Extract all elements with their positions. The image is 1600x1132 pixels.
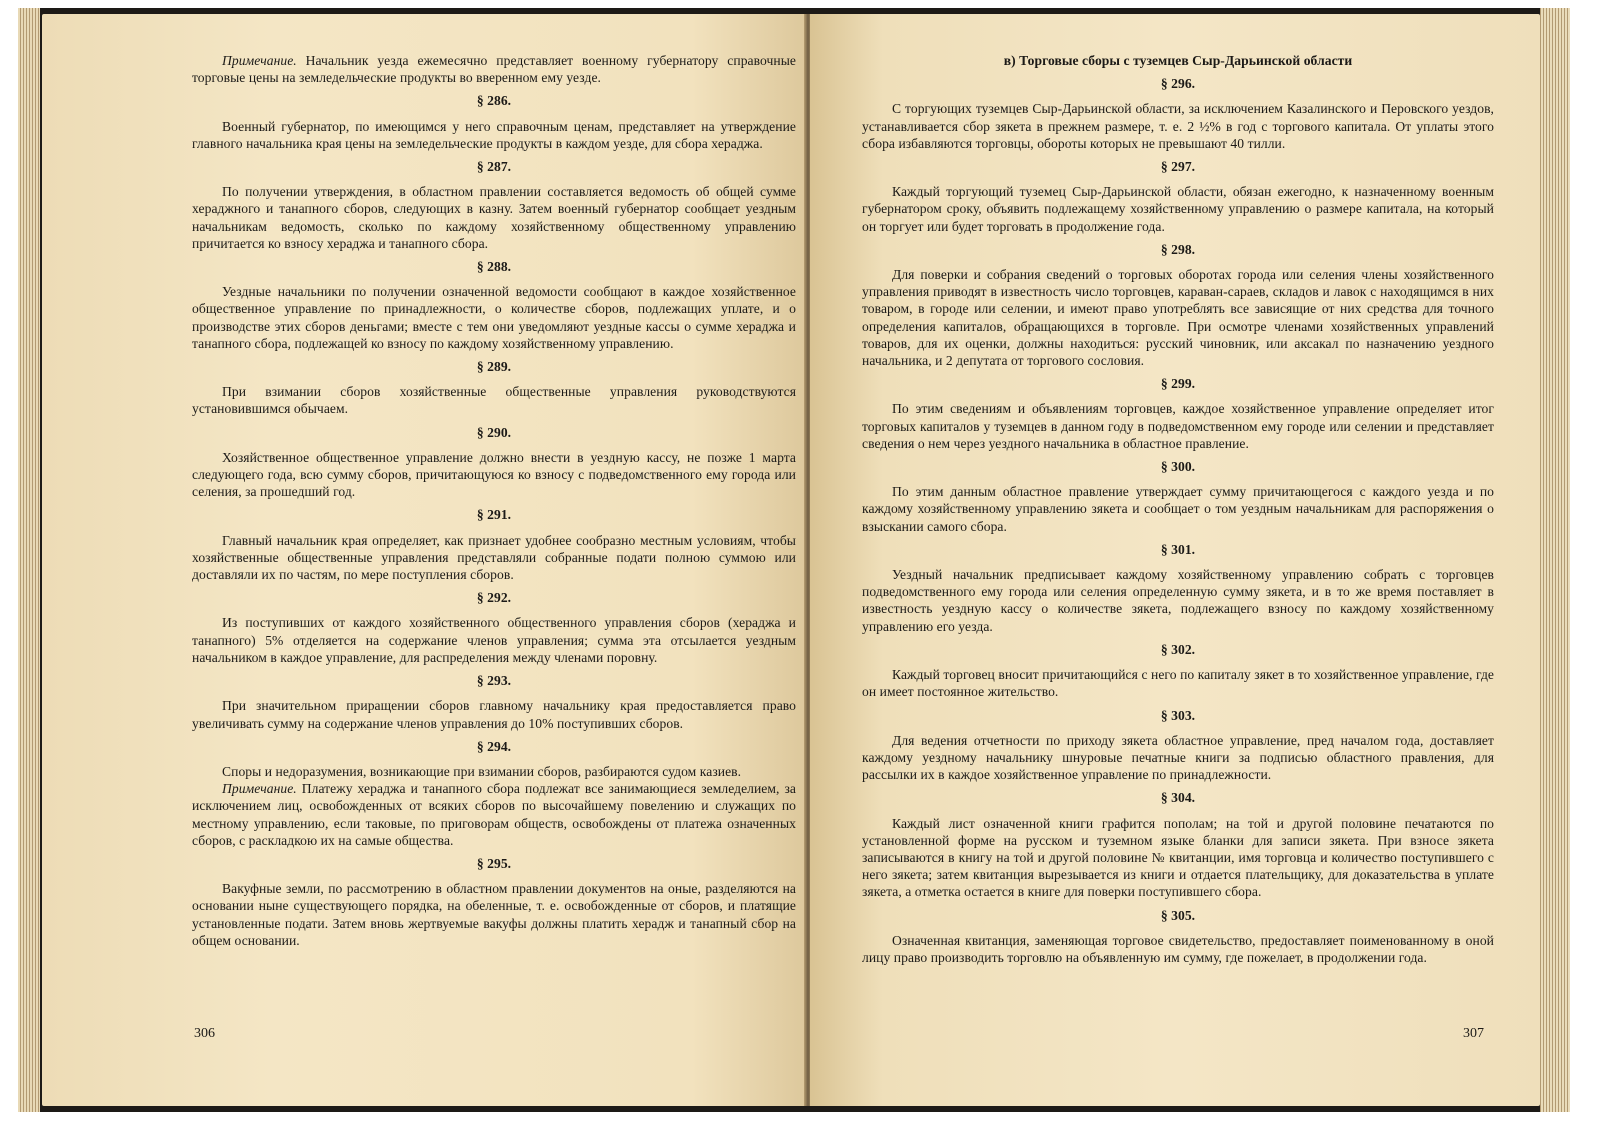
- section-number: § 289.: [476, 359, 512, 375]
- paragraph: Вакуфные земли, по рассмотрению в областном правлении документов на оные, разделяются на основании ныне существующего порядка, на обеленные, т. е. освобожденные от сборов, и платящие установленные подати. Затем вновь жертвуемые вакуфы должны платить херадж и танапный сбор на общем основании.: [192, 881, 796, 948]
- section-number: § 290.: [476, 424, 512, 440]
- section-number: § 288.: [476, 259, 512, 275]
- paragraph: С торгующих туземцев Сыр-Дарьинской области, за исключением Казалинского и Перовского уездов, устанавливается сбор зякета в прежнем размере, т. е. 2 ½% в год с торгового капитала. От уплаты этого сбора избавляются торговцы, обороты которых не превышают 40 тилли.: [862, 101, 1494, 151]
- paragraph: Споры и недоразумения, возникающие при взимании сборов, разбираются судом казиев.: [222, 763, 742, 779]
- section-number: § 296.: [1160, 76, 1196, 92]
- section-number: § 305.: [1160, 907, 1196, 923]
- section-number: § 286.: [476, 93, 512, 109]
- paragraph: Каждый лист означенной книги графится пополам; на той и другой половине печатаются по установленной форме на русском и туземном языке бланки для записи зякета. При взносе зякета записываются в книгу на той и другой половине № квитанции, имя торговца и количество поступившего с него зякета; затем квитанция вырезывается из книги и отдается плательщику, для доказательства в уплате зякета, а отметка остается в книге для поверки поступившего сбора.: [862, 815, 1494, 900]
- page-edges-left: [18, 8, 40, 1112]
- section-heading: в) Торговые сборы с туземцев Сыр-Дарьинской области: [1003, 53, 1353, 68]
- page-number-right: 307: [1463, 1026, 1484, 1041]
- note-text: Начальник уезда ежемесячно представляет военному губернатору справочные торговые цены на земледельческие продукты во вверенном ему уезде.: [192, 53, 796, 86]
- paragraph: Для поверки и собрания сведений о торговых оборотах города или селения члены хозяйственного управления приводят в известность число торговцев, караван-сараев, складов и лавок с находящимся в них товаром, в городе или селении, и имеют право употреблять все зависящие от них средства для точного определения капиталов, обращающихся в торговле. При осмотре членами хозяйственных управлений товаров, для их оценки, должны находиться: русский чиновник, или аксакал по назначению уездного начальника, и 2 депутата от торгового сословия.: [862, 267, 1494, 369]
- paragraph: Для ведения отчетности по приходу зякета областное управление, пред началом года, доставляет каждому уездному начальнику шнуровые печатные книги за подписью областного правления, для рассылки их в каждое хозяйственное управление по принадлежности.: [862, 732, 1494, 783]
- section-number: § 300.: [1160, 459, 1196, 475]
- paragraph: По этим сведениям и объявлениям торговцев, каждое хозяйственное управление определяет итог торговых капиталов у туземцев в данном году в подведомственном ему городе или селении и представляет сведения о нем через уездного начальника в областное правление.: [862, 401, 1494, 451]
- section-number: § 287.: [476, 159, 512, 175]
- right-page-text: [862, 52, 1494, 966]
- section-number: § 293.: [476, 673, 512, 689]
- paragraph: Уездный начальник предписывает каждому хозяйственному управлению собрать с торговцев подведомственного ему города или селения определенную сумму зякета, и в то же время поставляет в известность уездную кассу о количестве зякета, подлежащего взносу по каждому хозяйственному управлению его уезда.: [862, 567, 1494, 634]
- paragraph: Уездные начальники по получении означенной ведомости сообщают в каждое хозяйственное общественное управление по принадлежности, о количестве сборов, подлежащих уплате, и о производстве этих сборов деньгами; вместе с тем они уведомляют уездные кассы о сумме хераджа и танапного сбора, подлежащей ко взносу по каждому хозяйственному управлению.: [192, 284, 796, 351]
- section-number: § 299.: [1160, 376, 1196, 392]
- note-label: Примечание.: [222, 781, 297, 797]
- paragraph: Главный начальник края определяет, как признает удобнее сообразно местным условиям, чтобы хозяйственные общественные управления представляли собранные подати полною суммою или доставляли их по частям, по мере поступления сборов.: [192, 532, 796, 583]
- paragraph: При взимании сборов хозяйственные общественные управления руководствуются установившимся обычаем.: [192, 384, 796, 417]
- left-page-text: [192, 52, 796, 949]
- right-page: [810, 14, 1540, 1106]
- note-paragraph: [192, 52, 796, 86]
- section-number: § 297.: [1160, 159, 1196, 175]
- note-label: Примечание.: [222, 53, 297, 68]
- section-number: § 292.: [476, 590, 512, 606]
- paragraph: По получении утверждения, в областном правлении составляется ведомость об общей сумме хераджного и танапного сборов, следующих в казну. Затем военный губернатор сообщает уездным начальникам ведомость, сколько по каждому хозяйственному общественному управлению причитается ко взносу хераджа и танапного сбора.: [192, 184, 796, 251]
- paragraph: По этим данным областное правление утверждает сумму причитающегося с каждого уезда и по каждому хозяйственному управлению зякета и сообщает о том уездным начальникам для распоряжения о взыскании самого сбора.: [862, 484, 1494, 534]
- paragraph: Каждый торговец вносит причитающийся с него по капиталу зякет в то хозяйственное управление, где он имеет постоянное жительство.: [862, 667, 1494, 700]
- paragraph: Хозяйственное общественное управление должно внести в уездную кассу, не позже 1 марта следующего года, всю сумму сборов, причитающуюся ко взносу с подведомственного ему города или селения, за прошедший год.: [192, 449, 796, 500]
- section-number: § 298.: [1160, 241, 1196, 257]
- section-number: § 295.: [476, 855, 512, 871]
- note-text: Платежу хераджа и танапного сбора подлежат все занимающиеся земледелием, за исключением лиц, освобожденных от всяких сборов по высочайшему повелению и служащих по местному управлению, если таковые, по приговорам обществ, освобождены от платежа означенных сборов, с раскладкою их на самые общества.: [192, 781, 796, 848]
- paragraph: Из поступивших от каждого хозяйственного общественного управления сборов (хераджа и танапного) 5% отделяется на содержание членов управления; сумма эта отсылается уездным начальником в каждое управление, для распределения между членами поровну.: [192, 615, 796, 665]
- section-number: § 303.: [1160, 707, 1196, 723]
- section-number: § 294.: [476, 738, 512, 754]
- page-edges-right: [1540, 8, 1570, 1112]
- open-book: [18, 8, 1570, 1112]
- paragraph: Военный губернатор, по имеющимся у него справочным ценам, представляет на утверждение главного начальника края цены на земледельческие продукты в каждом уезде, для сбора хераджа.: [192, 118, 796, 151]
- section-number: § 291.: [476, 507, 512, 523]
- paragraph: Означенная квитанция, заменяющая торговое свидетельство, предоставляет поименованному в оной лицу право производить торговлю на объявленную им сумму, где пожелает, в продолжении года.: [862, 932, 1494, 965]
- section-number: § 301.: [1160, 541, 1196, 557]
- note-paragraph: [192, 780, 796, 849]
- paragraph: Каждый торгующий туземец Сыр-Дарьинской области, обязан ежегодно, к назначенному военным губернатором сроку, объявить подлежащему хозяйственному управлению о размере капитала, на который он торгует или будет торговать в продолжение года.: [862, 184, 1494, 234]
- section-number: § 304.: [1160, 790, 1196, 806]
- paragraph: При значительном приращении сборов главному начальнику края предоставляется право увеличивать сумму на содержание членов управления до 10% поступивших сборов.: [192, 698, 796, 731]
- left-page: [42, 14, 806, 1106]
- page-number-left: 306: [194, 1026, 215, 1041]
- section-number: § 302.: [1160, 641, 1196, 657]
